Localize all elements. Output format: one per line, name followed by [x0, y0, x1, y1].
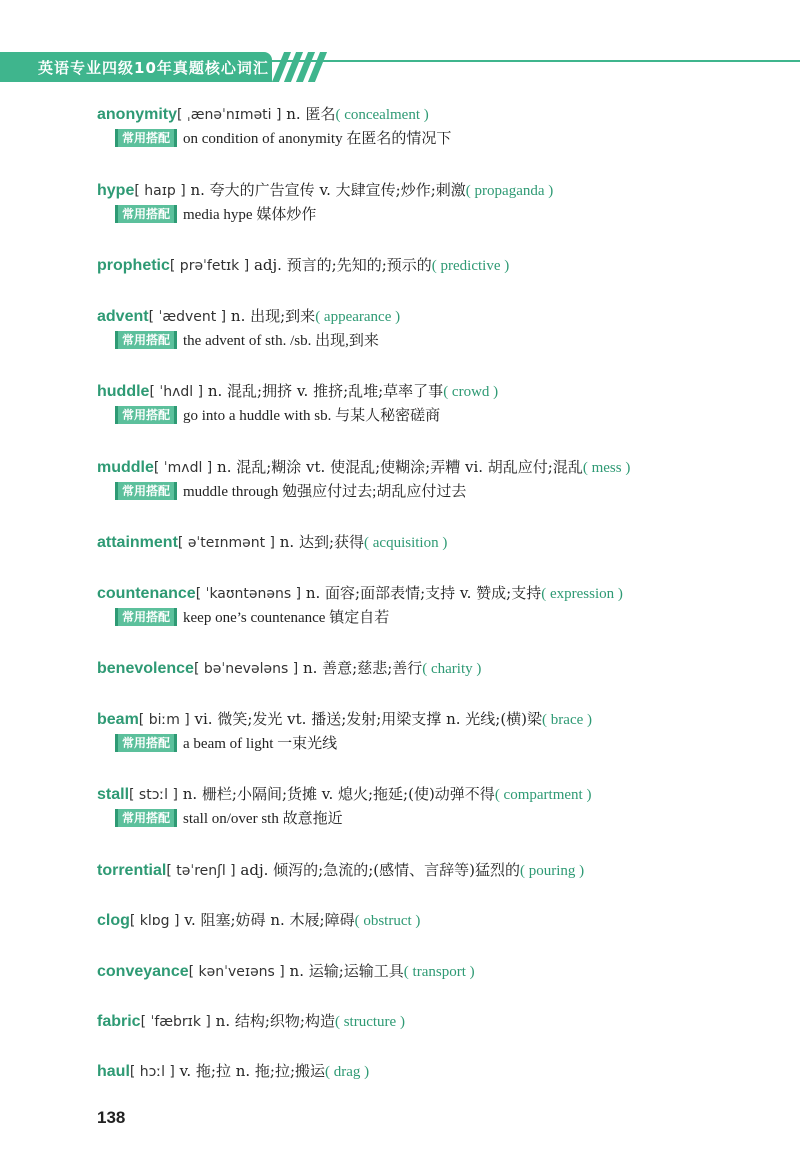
synonym: ( appearance ): [315, 308, 401, 325]
pronunciation: [ əˈteɪnmənt ]: [177, 535, 275, 552]
vocab-entry: [97, 581, 777, 657]
header-title: 英语专业四级10年真题核心词汇: [38, 59, 269, 77]
entry-collocation-line: [97, 479, 777, 505]
entry-collocation-line: [97, 328, 777, 354]
entry-collocation-line: [97, 202, 777, 228]
vocab-entry: [97, 858, 777, 908]
pronunciation: [ kənˈveɪəns ]: [188, 963, 285, 980]
definition: n. 混乱;拥挤 v. 推挤;乱堆;草率了事: [203, 382, 444, 401]
headword: benevolence: [97, 660, 194, 678]
entry-headline: [97, 1059, 777, 1083]
synonym: ( drag ): [325, 1064, 370, 1081]
vocab-entry: [97, 908, 777, 958]
pronunciation: [ ˈhʌdl ]: [149, 384, 204, 401]
page-number: 138: [97, 1108, 126, 1127]
collocation-tag: 常用搭配: [115, 482, 177, 500]
vocab-entry: [97, 1009, 777, 1059]
pronunciation: [ haɪp ]: [134, 182, 186, 199]
collocation-tag: 常用搭配: [115, 734, 177, 752]
definition: v. 拖;拉 n. 拖;拉;搬运: [174, 1062, 326, 1081]
headword: attainment: [97, 534, 178, 552]
collocation-text: muddle through 勉强应付过去;胡乱应付过去: [183, 483, 467, 500]
headword: beam: [97, 710, 139, 728]
definition: n. 夸大的广告宣传 v. 大肆宣传;炒作;刺激: [185, 180, 466, 199]
collocation-text: go into a huddle with sb. 与某人秘密磋商: [183, 408, 441, 425]
collocation-tag: 常用搭配: [115, 129, 177, 147]
pronunciation: [ ˈfæbrɪk ]: [140, 1014, 211, 1031]
pronunciation: [ prəˈfetɪk ]: [169, 258, 250, 275]
definition: n. 运输;运输工具: [284, 961, 404, 980]
synonym: ( concealment ): [335, 107, 429, 123]
headword: huddle: [97, 383, 150, 401]
definition: n. 面容;面部表情;支持 v. 赞成;支持: [301, 583, 542, 602]
vocab-entry: [97, 1059, 777, 1109]
synonym: ( crowd ): [443, 384, 499, 401]
pronunciation: [ ˈmʌdl ]: [153, 459, 213, 476]
pronunciation: [ stɔːl ]: [129, 787, 178, 804]
vocab-entry: [97, 455, 777, 531]
entry-collocation-line: [97, 403, 777, 429]
headword: hype: [97, 181, 135, 199]
definition: adj. 预言的;先知的;预示的: [249, 256, 432, 275]
headword: countenance: [97, 584, 196, 602]
entry-collocation-line: [97, 806, 777, 832]
synonym: ( acquisition ): [364, 535, 448, 552]
vocab-entry: [97, 304, 777, 380]
definition: vi. 微笑;发光 vt. 播送;发射;用梁支撑 n. 光线;(横)梁: [189, 709, 543, 728]
entry-headline: [97, 530, 777, 554]
definition: n. 出现;到来: [226, 306, 316, 325]
vocab-entry: [97, 656, 777, 706]
headword: fabric: [97, 1013, 141, 1031]
entry-collocation-line: [97, 126, 777, 152]
pronunciation: [ bəˈnevələns ]: [193, 661, 299, 678]
headword: muddle: [97, 458, 154, 476]
pronunciation: [ təˈrenʃl ]: [166, 862, 236, 879]
collocation-tag: 常用搭配: [115, 406, 177, 424]
vocab-entry: [97, 102, 777, 178]
synonym: ( compartment ): [494, 787, 592, 804]
synonym: ( propaganda ): [465, 182, 554, 199]
vocab-entry: [97, 782, 777, 858]
entry-headline: [97, 253, 777, 277]
pronunciation: [ biːm ]: [138, 711, 190, 728]
headword: prophetic: [97, 257, 170, 275]
entry-headline: [97, 1009, 777, 1033]
definition: n. 栅栏;小隔间;货摊 v. 熄火;拖延;(使)动弹不得: [177, 785, 495, 804]
headword: clog: [97, 912, 130, 930]
collocation-text: on condition of anonymity 在匿名的情况下: [183, 131, 452, 147]
headword: anonymity: [97, 106, 178, 123]
entry-collocation-line: [97, 605, 777, 631]
entry-headline: [97, 707, 777, 731]
entry-collocation-line: [97, 731, 777, 757]
collocation-text: media hype 媒体炒作: [183, 206, 317, 223]
synonym: ( obstruct ): [354, 913, 421, 930]
synonym: ( pouring ): [519, 862, 585, 879]
pronunciation: [ ˈædvent ]: [148, 308, 227, 325]
collocation-text: keep one’s countenance 镇定自若: [183, 609, 390, 626]
collocation-tag: 常用搭配: [115, 608, 177, 626]
synonym: ( predictive ): [431, 258, 510, 275]
entry-headline: [97, 379, 777, 403]
definition: v. 阻塞;妨碍 n. 木屐;障碍: [179, 911, 355, 930]
collocation-text: stall on/over sth 故意拖近: [183, 811, 343, 828]
synonym: ( transport ): [403, 963, 475, 980]
headword: stall: [97, 786, 130, 804]
vocab-entry: [97, 959, 777, 1009]
entry-headline: [97, 581, 777, 605]
definition: n. 达到;获得: [274, 533, 365, 552]
collocation-tag: 常用搭配: [115, 809, 177, 827]
entry-headline: [97, 858, 777, 882]
entry-headline: [97, 782, 777, 806]
definition: n. 混乱;糊涂 vt. 使混乱;使糊涂;弄糟 vi. 胡乱应付;混乱: [212, 457, 583, 476]
entry-headline: [97, 908, 777, 932]
pronunciation: [ hɔːl ]: [129, 1064, 175, 1081]
entry-headline: [97, 178, 777, 202]
headword: advent: [97, 307, 149, 325]
synonym: ( brace ): [542, 711, 593, 728]
synonym: ( expression ): [541, 585, 623, 602]
definition: n. 善意;慈悲;善行: [298, 659, 423, 678]
headword: torrential: [97, 861, 167, 879]
collocation-tag: 常用搭配: [115, 205, 177, 223]
synonym: ( charity ): [422, 661, 482, 678]
entry-headline: [97, 959, 777, 983]
entry-headline: [97, 304, 777, 328]
entry-headline: [97, 102, 777, 126]
definition: adj. 倾泻的;急流的;(感情、言辞等)猛烈的: [235, 860, 520, 879]
headword: haul: [97, 1063, 130, 1081]
pronunciation: [ ˈkaʊntənəns ]: [195, 585, 302, 602]
headword: conveyance: [97, 962, 189, 980]
collocation-text: a beam of light 一束光线: [183, 735, 338, 752]
collocation-text: the advent of sth. /sb. 出现,到来: [183, 332, 379, 349]
entry-headline: [97, 656, 777, 680]
vocab-entry: [97, 530, 777, 580]
vocab-entry: [97, 707, 777, 783]
pronunciation: [ ˌænəˈnɪməti ]: [177, 107, 282, 123]
collocation-tag: 常用搭配: [115, 331, 177, 349]
vocabulary-list: [97, 102, 777, 1110]
definition: n. 结构;织物;构造: [210, 1012, 335, 1031]
pronunciation: [ klɒg ]: [129, 913, 180, 930]
synonym: ( structure ): [334, 1014, 405, 1031]
vocab-entry: [97, 253, 777, 303]
definition: n. 匿名: [281, 105, 336, 123]
synonym: ( mess ): [582, 459, 631, 476]
vocab-entry: [97, 379, 777, 455]
entry-headline: [97, 455, 777, 479]
vocab-entry: [97, 178, 777, 254]
header-stripes: [268, 52, 348, 82]
page-header: [0, 46, 800, 86]
